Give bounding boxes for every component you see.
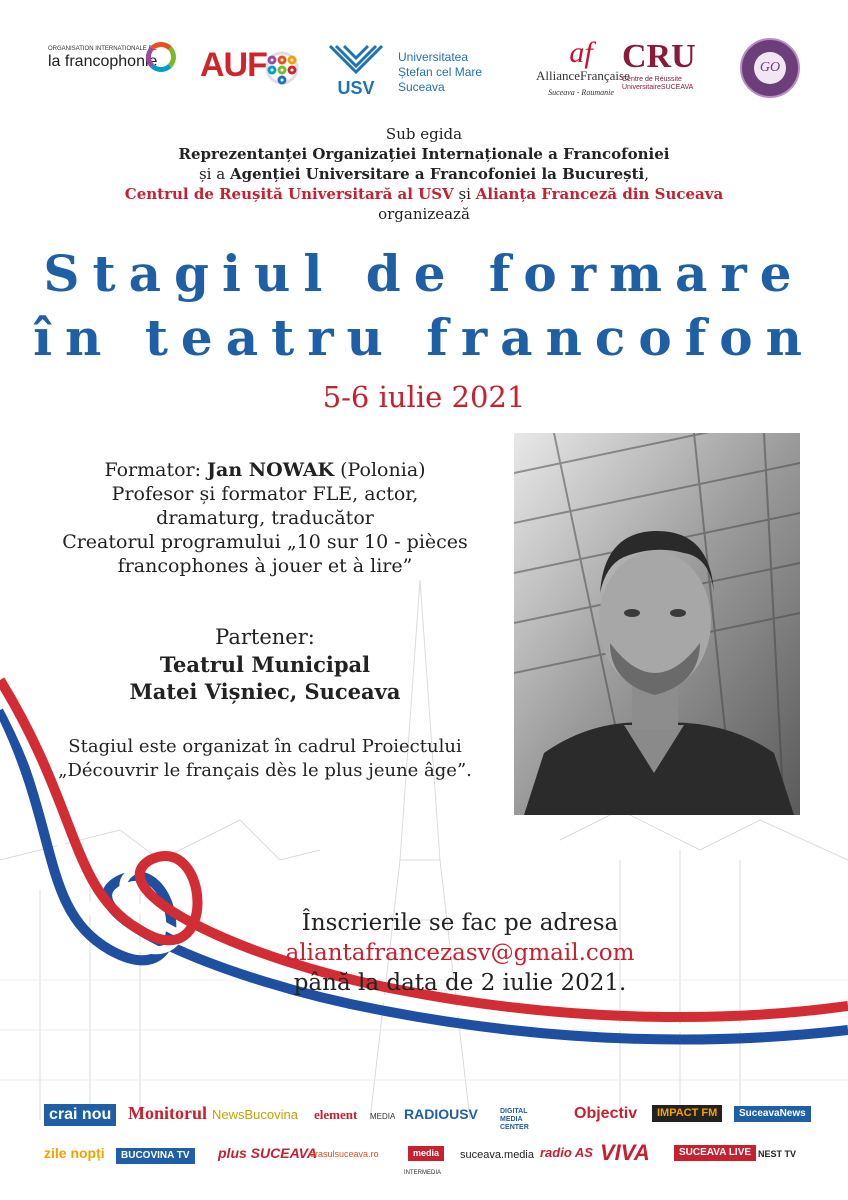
media-logo: VIVA [600,1140,650,1165]
usv-text-line: Ștefan cel Mare [398,65,483,79]
af-name: AllianceFrançaise [536,68,630,83]
alliance-francaise-logo [536,36,630,97]
media-logo: Objectiv [574,1105,638,1122]
usv-university-name [398,50,482,95]
usv-logo [326,42,386,102]
auf-grid-icon [260,48,304,88]
trainer-photo [514,433,800,815]
cru-logo [622,38,722,92]
main-title-line2: în teatru francofon [33,308,815,367]
cru-mark: CRU [622,38,696,75]
registration-deadline: până la data de 2 iulie 2021. [293,970,627,996]
registration-info [200,908,720,998]
project-info [40,735,490,783]
municipal-theatre-logo [740,38,800,98]
usv-text-line: Universitatea [398,50,469,64]
af-subtitle: Suceava - Roumanie [548,88,614,97]
media-logo: MEDIA [370,1112,396,1121]
partner-name-line: Teatrul Municipal [159,652,371,677]
media-logo: orasulsuceava.ro [310,1149,379,1159]
trainer-name: Jan NOWAK [207,459,335,481]
patronage-line [0,164,848,184]
media-logo: zile nopți [44,1145,105,1161]
media-logo: IMPACT FM [652,1105,722,1122]
media-logo: radio AS [540,1145,593,1160]
event-dates: 5-6 iulie 2021 [322,380,526,414]
trainer-line [40,458,490,482]
media-logo: plus SUCEAVA [218,1145,318,1161]
patronage-bold: Agenției Universitare a Francofoniei la București [229,165,645,183]
patronage-line: Reprezentanței Organizației Internaționale a Francofoniei [178,145,670,163]
media-logo: crai nou [44,1104,116,1126]
main-title-line1: Stagiul de formare [43,244,805,303]
usv-text-line: Suceava [398,80,445,94]
partner-info [40,624,490,705]
trainer-country: (Polonia) [334,459,426,481]
registration-email-link[interactable]: aliantafrancezasv@gmail.com [285,940,635,966]
trainer-line: francophones à jouer et à lire” [117,555,413,577]
header-patronage [0,124,848,224]
media-logo: SuceavaNews [734,1106,811,1122]
project-line: „Découvrir le français dès le plus jeune âge”. [58,760,472,781]
media-logo: SUCEAVA LIVE [674,1145,756,1161]
patronage-line: Sub egida [385,125,463,143]
media-logo: suceava.media [460,1149,534,1161]
trainer-portrait-illustration [514,433,800,815]
media-logo: DIGITAL MEDIA CENTER [500,1108,529,1131]
media-logo: Monitorul [128,1103,207,1123]
trainer-info [40,458,490,578]
media-logo: RADIOUSV [404,1106,478,1122]
organizer-cru: Centrul de Reușită Universitară al USV [124,185,454,203]
patronage-suffix: , [644,165,650,183]
trainer-label: Formator: [104,459,208,481]
partner-label: Partener: [215,625,315,649]
trainer-line: dramaturg, traducător [156,507,374,529]
francophonie-big-text: la francophonie [48,53,158,70]
registration-line: Înscrierile se fac pe adresa [301,910,619,936]
francophonie-logo [48,46,178,71]
theatre-mark: GO [754,52,786,84]
trainer-line: Profesor și formator FLE, actor, [111,483,419,505]
organizer-af: Alianța Franceză din Suceava [475,185,724,203]
francophonie-ring-icon [146,42,176,72]
usv-emblem-icon [326,42,386,98]
patronage-line: organizează [378,205,470,223]
patronage-prefix: și a [198,165,230,183]
media-logo: element [314,1107,358,1122]
media-logo: NEST TV [758,1149,797,1159]
patronage-line [0,184,848,204]
auf-logo: AUF [200,46,267,84]
media-logo: NewsBucovina [212,1107,298,1122]
media-logo: INTERMEDIA [404,1170,442,1176]
usv-mark: USV [337,78,375,98]
organizer-and: și [453,185,476,203]
media-logo: BUCOVINA TV [116,1148,195,1164]
cru-subtitle-line: UniversitaireSUCEAVA [622,84,694,91]
partner-name-line: Matei Vișniec, Suceava [129,679,401,704]
francophonie-small-text: ORGANISATION INTERNATIONALE DE [48,46,157,52]
cru-subtitle-line: Centre de Réussite [622,76,682,83]
partner-logos [48,38,808,108]
trainer-line: Creatorul programului „10 sur 10 - pièces [62,531,468,553]
af-mark: af [569,36,593,69]
media-logo: media [408,1146,444,1161]
project-line: Stagiul este organizat în cadrul Proiectului [68,736,462,757]
